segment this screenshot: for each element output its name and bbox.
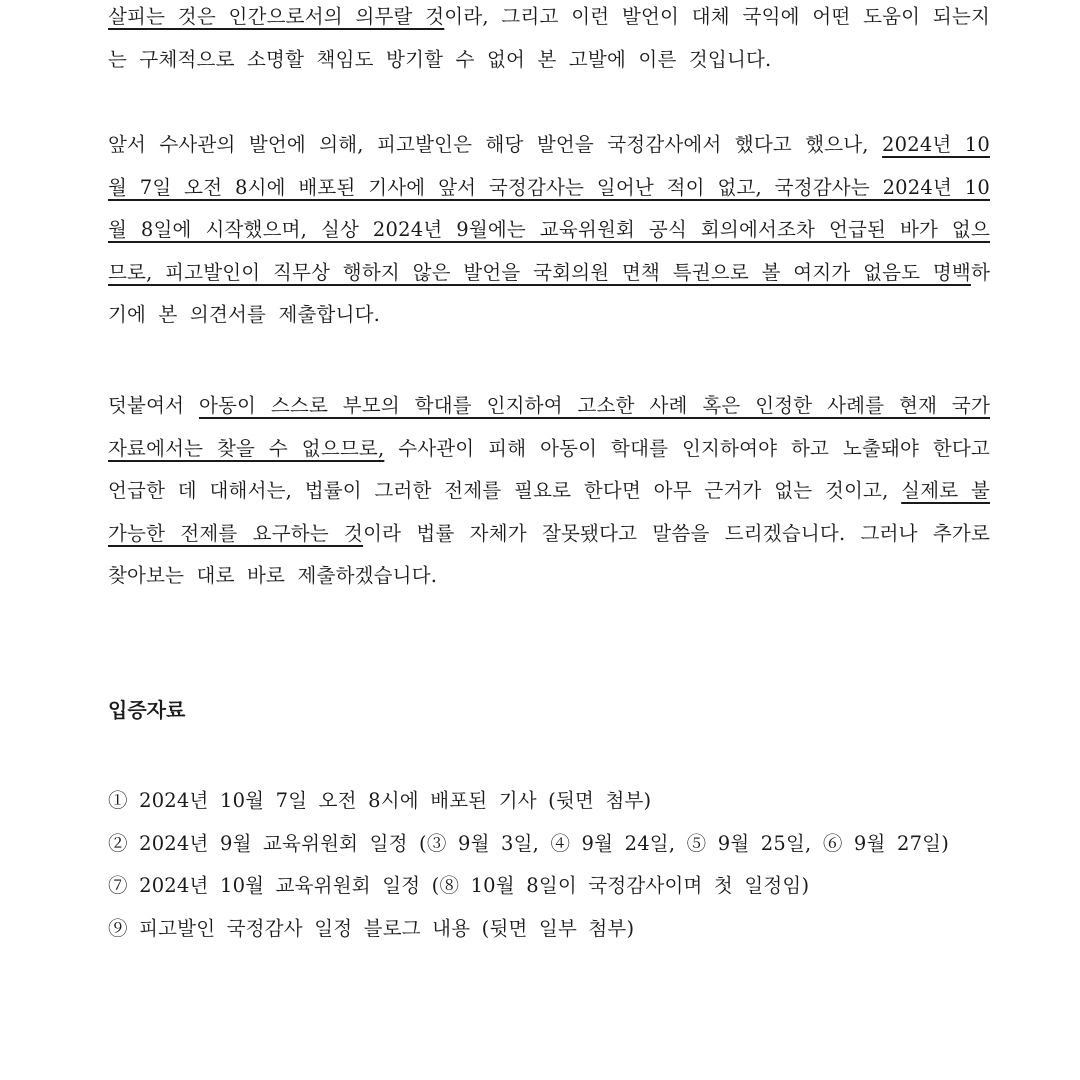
body-text: 앞서 수사관의 발언에 의해, 피고발인은 해당 발언을 국정감사에서 했다고 했으나, <box>108 133 883 156</box>
body-text: 덧붙여서 <box>108 394 199 417</box>
body-text: 이라 법률 자체가 잘못됐다고 말씀을 드리겠습니다. 그러나 추가로 찾아보는 대로 바로 제출하겠습니다. <box>108 521 991 587</box>
body-text: 하기에 본 의견서를 제출합니다. <box>108 260 990 326</box>
underlined-text: 살피는 것은 인간으로서의 의무랄 것 <box>108 5 445 28</box>
paragraph-child-abuse <box>108 385 990 598</box>
body-text: 수사관이 피해 아동이 학대를 인지하여야 하고 노출돼야 한다고 언급한 데 대해서는, 법률이 그러한 전제를 필요로 한다면 아무 근거가 없는 것이고, <box>108 436 990 502</box>
underlined-text: 아동이 스스로 부모의 학대를 인지하여 고소한 사례 혹은 인정한 사례를 현재 국가 자료에서는 찾을 수 없으므로, <box>108 394 990 460</box>
evidence-list <box>108 780 990 950</box>
evidence-item: ② 2024년 9월 교육위원회 일정 (③ 9월 3일, ④ 9월 24일, ⑤ 9월 25일, ⑥ 9월 27일) <box>108 831 950 855</box>
underlined-text: 실제로 불가능한 전제를 요구하는 것 <box>108 479 990 545</box>
paragraph-duty <box>108 0 990 81</box>
paragraph-audit-timeline <box>108 124 990 337</box>
evidence-heading: 입증자료 <box>108 698 186 722</box>
body-text: 이라, 그리고 이런 발언이 대체 국익에 어떤 도움이 되는지는 구체적으로 소명할 책임도 방기할 수 없어 본 고발에 이른 것입니다. <box>108 5 990 71</box>
evidence-item: ① 2024년 10월 7일 오전 8시에 배포된 기사 (뒷면 첨부) <box>108 789 652 812</box>
underlined-text: 2024년 10월 7일 오전 8시에 배포된 기사에 앞서 국정감사는 일어난 적이 없고, 국정감사는 2024년 10월 8일에 시작했으며, 실상 2024년 9월에는 교육위원회 공식 회의에서조차 언급된 바가 없으므로, 피고발인이 직무상 행하지 않은 발언을 국회의원 면책 특권으로 볼 여지가 없음도 명백 <box>108 133 990 284</box>
evidence-item: ⑦ 2024년 10월 교육위원회 일정 (⑧ 10월 8일이 국정감사이며 첫 일정임) <box>108 874 810 897</box>
evidence-item: ⑨ 피고발인 국정감사 일정 블로그 내용 (뒷면 일부 첨부) <box>108 916 635 940</box>
